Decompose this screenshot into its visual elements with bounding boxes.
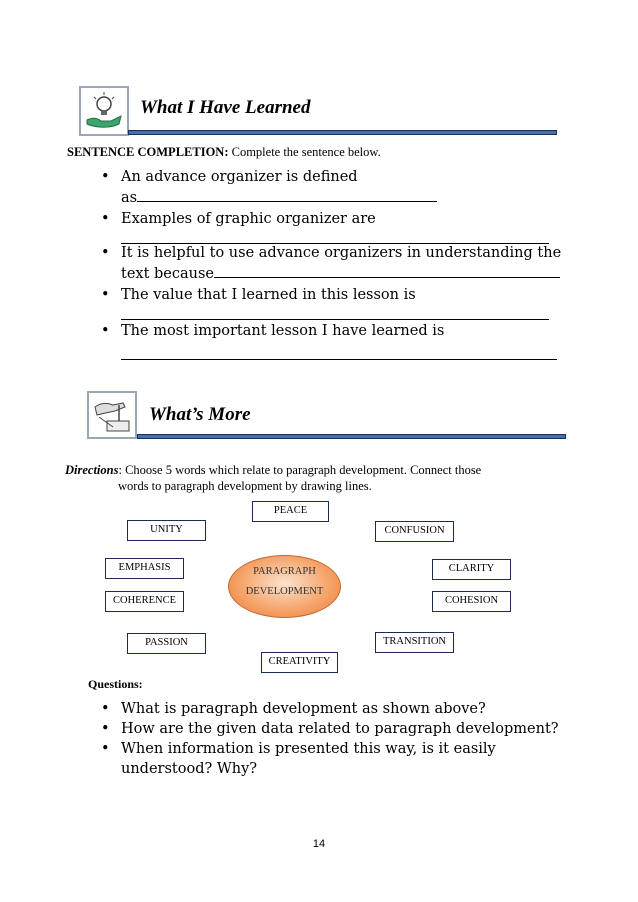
directions-text: : Choose 5 words which relate to paragraph development. Connect those — [118, 463, 482, 477]
word-creativity: CREATIVITY — [261, 652, 338, 673]
item-text: The value that I learned in this lesson is — [121, 287, 416, 303]
question-continuation: understood? Why? — [121, 761, 258, 777]
list-item — [95, 243, 575, 285]
item-continuation: text because — [121, 266, 215, 282]
word-emphasis: EMPHASIS — [105, 558, 184, 579]
list-item — [95, 209, 575, 243]
list-item — [95, 167, 575, 209]
instruction-label: SENTENCE COMPLETION: — [67, 145, 229, 159]
page-number: 14 — [312, 838, 326, 850]
word-coherence: COHERENCE — [105, 591, 184, 612]
directions-label: Directions — [65, 463, 119, 477]
word-passion: PASSION — [127, 633, 206, 654]
item-continuation: as — [121, 190, 138, 206]
sentence-completion-instruction — [67, 145, 381, 160]
questions-list — [95, 699, 575, 759]
directions — [65, 463, 565, 478]
more-icon-frame — [87, 391, 137, 439]
answer-blank[interactable] — [137, 187, 437, 202]
paragraph-development-oval — [228, 555, 341, 618]
word-clarity: CLARITY — [432, 559, 511, 580]
directions-continued: words to paragraph development by drawing lines. — [118, 479, 372, 493]
question-item: • When information is presented this way, is it easily — [95, 739, 575, 759]
list-item — [95, 285, 575, 321]
sentence-list — [95, 167, 575, 361]
oval-line2: DEVELOPMENT — [245, 586, 324, 597]
instruction-text: Complete the sentence below. — [228, 145, 381, 159]
section-bar-learned — [128, 130, 557, 135]
hand-writing-icon — [89, 393, 135, 437]
word-transition: TRANSITION — [375, 632, 454, 653]
word-cohesion: COHESION — [432, 591, 511, 612]
word-unity: UNITY — [127, 520, 206, 541]
question-item: • What is paragraph development as shown above? — [95, 699, 575, 719]
answer-blank[interactable] — [121, 305, 549, 320]
item-text: It is helpful to use advance organizers in understanding the — [121, 245, 562, 261]
item-text: An advance organizer is defined — [121, 169, 358, 185]
question-item: • How are the given data related to paragraph development? — [95, 719, 575, 739]
word-confusion: CONFUSION — [375, 521, 454, 542]
lightbulb-in-hand-icon — [81, 88, 127, 134]
questions-label: Questions: — [88, 677, 143, 691]
answer-blank[interactable] — [214, 263, 560, 278]
item-text: The most important lesson I have learned is — [121, 323, 445, 339]
section-title-learned: What I Have Learned — [140, 97, 311, 118]
answer-blank[interactable] — [121, 345, 557, 360]
item-text: Examples of graphic organizer are — [121, 211, 376, 227]
oval-line1: PARAGRAPH — [253, 566, 316, 577]
section-title-more: What’s More — [149, 404, 251, 425]
section-bar-more — [137, 434, 566, 439]
word-peace: PEACE — [252, 501, 329, 522]
learned-icon-frame — [79, 86, 129, 136]
answer-blank[interactable] — [121, 229, 549, 244]
list-item — [95, 321, 575, 361]
